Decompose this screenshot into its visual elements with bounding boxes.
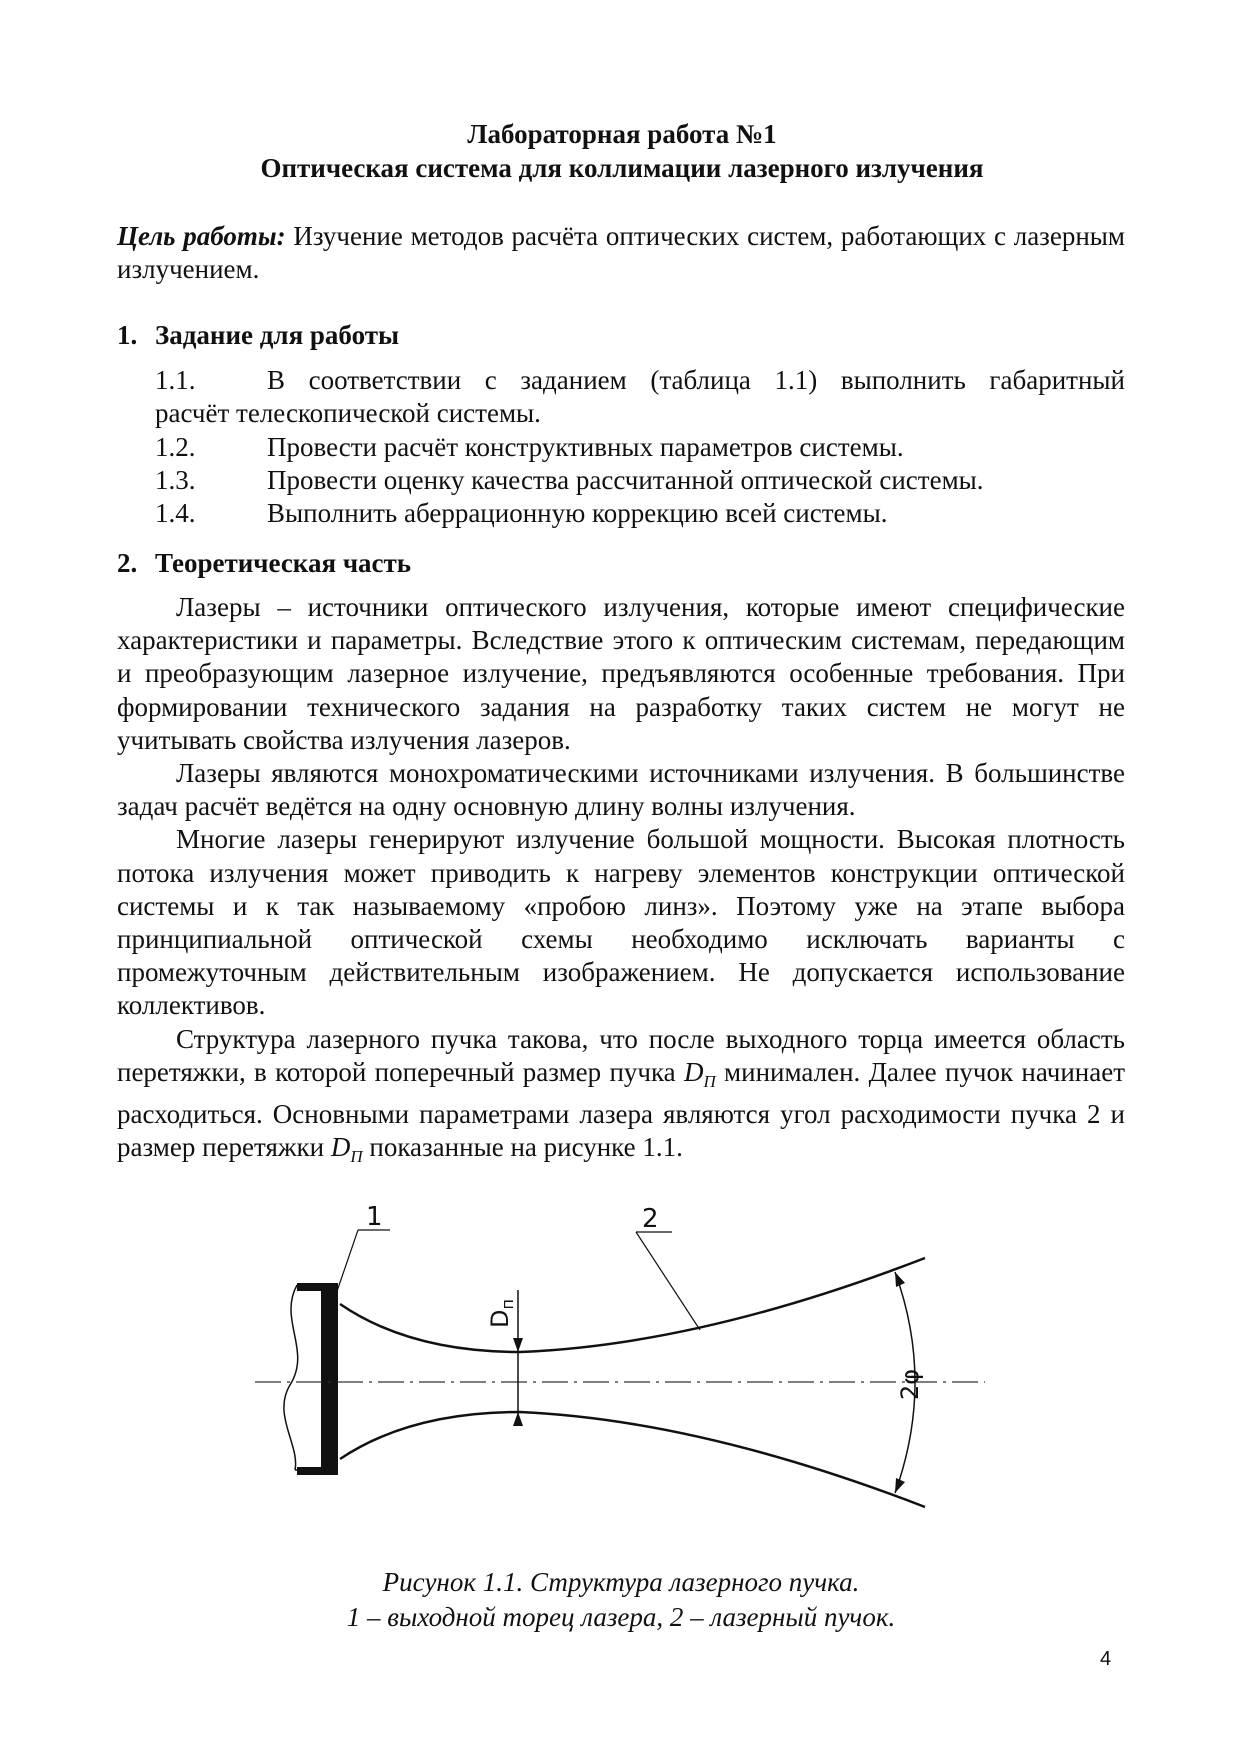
task-number: 1.2. xyxy=(155,432,196,462)
label-1: 1 xyxy=(366,1202,383,1232)
waist-arrow-top xyxy=(513,1338,523,1352)
theory-paragraph-2: Лазеры являются монохроматическими источниками излучения. В большинстве задач расчёт ведётся на одну основную длину волны излучения. xyxy=(117,758,1125,822)
angle-label: 2φ xyxy=(896,1368,924,1400)
section1-number: 1. xyxy=(117,320,138,350)
lab-title: Лабораторная работа №1 xyxy=(467,119,777,149)
task-number: 1.3. xyxy=(155,465,196,495)
beam-upper-envelope xyxy=(340,1258,925,1352)
goal-text: Изучение методов расчёта оптических систем, работающих с лазерным излучением. xyxy=(117,221,1125,284)
section1-title: Задание для работы xyxy=(155,320,400,350)
p4-text-b: минимален. Далее пучок начинает расходиться. Основными параметрами лазера являются угол расходимости пучка 2 и размер перетяжки xyxy=(117,1056,1125,1163)
task-text: В соответствии с заданием (таблица 1.1) выполнить габаритный xyxy=(267,365,1125,395)
section2-number: 2. xyxy=(117,548,138,578)
waist-label: $D_п$ xyxy=(486,1299,517,1328)
task-number: 1.1. xyxy=(155,365,196,395)
task-item-1-cont: расчёт телескопической системы. xyxy=(155,398,541,428)
lab-subtitle: Оптическая система для коллимации лазерного излучения xyxy=(260,153,984,183)
theory-paragraph-3: Многие лазеры генерируют излучение большой мощности. Высокая плотность потока излучения может приводить к нагреву элементов конструкции оптической системы и к так называемому «пробою линз». Поэтому уже на этапе выбора принципиальной оптической схемы необходимо исключать варианты с промежуточным действительным изображением. Не допускается использование коллективов. xyxy=(117,824,1125,1021)
symbol-D-sub: П xyxy=(703,1071,716,1091)
angle-arrow-top xyxy=(895,1272,905,1287)
task-item-1 xyxy=(155,364,1125,397)
leader-1 xyxy=(334,1230,358,1300)
figure-caption-legend: 1 – выходной торец лазера, 2 – лазерный пучок. xyxy=(346,1602,896,1632)
symbol-D-sub: П xyxy=(350,1147,363,1167)
section2-heading xyxy=(117,548,411,579)
section2-title: Теоретическая часть xyxy=(155,548,412,578)
laser-body-break-line xyxy=(284,1285,298,1470)
p4-text-a: Структура лазерного пучка такова, что после выходного торца имеется область перетяжки, в которой поперечный размер пучка xyxy=(117,1023,1125,1087)
angle-arrow-bottom xyxy=(895,1478,905,1493)
goal-paragraph xyxy=(117,220,1125,286)
beam-structure-figure xyxy=(240,1195,1020,1555)
figure-caption-title: Рисунок 1.1. Структура лазерного пучка. xyxy=(382,1567,860,1597)
symbol-D: D xyxy=(330,1132,351,1163)
theory-paragraph-4 xyxy=(117,1023,1125,1174)
beam-lower-envelope xyxy=(340,1412,925,1507)
symbol-D: D xyxy=(683,1056,704,1087)
section1-heading xyxy=(117,320,399,351)
waist-arrow-bottom xyxy=(513,1412,523,1426)
goal-label: Цель работы: xyxy=(117,221,286,251)
task-text: Провести оценку качества рассчитанной оптической системы. xyxy=(267,465,984,495)
task-item-2 xyxy=(155,431,1125,464)
theory-paragraph-1: Лазеры – источники оптического излучения, которые имеют специфические характеристики и параметры. Вследствие этого к оптическим системам, передающим и преобразующим лазерное излучение, предъявляются особенные требования. При формировании технического задания на разработку таких систем не могут не учитывать свойства излучения лазеров. xyxy=(117,592,1125,755)
task-number: 1.4. xyxy=(155,498,196,528)
laser-output-face xyxy=(321,1287,338,1473)
task-item-3 xyxy=(155,464,1125,497)
theory-body xyxy=(117,591,1125,1173)
task-text: Выполнить аберрационную коррекцию всей системы. xyxy=(267,498,888,528)
task-text: Провести расчёт конструктивных параметров системы. xyxy=(267,432,904,462)
label-2: 2 xyxy=(642,1204,659,1234)
p4-text-c: показанные на рисунке 1.1. xyxy=(362,1132,683,1163)
leader-2 xyxy=(636,1232,700,1330)
page-number: 4 xyxy=(1100,1648,1112,1670)
task-item-4 xyxy=(155,497,1125,530)
